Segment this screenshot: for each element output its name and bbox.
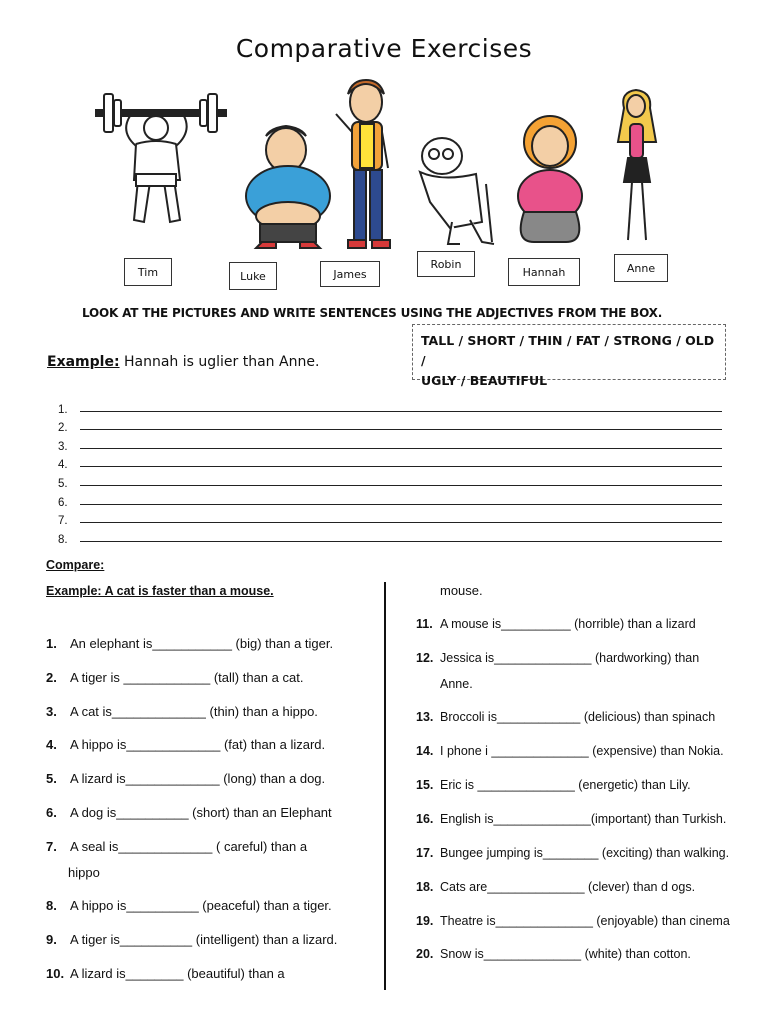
item-number: 19. — [416, 914, 434, 928]
blank[interactable] — [80, 448, 722, 449]
strongman-figure — [96, 94, 226, 222]
exercise-item — [416, 846, 729, 860]
adjective-box — [412, 324, 726, 388]
item-number: 17. — [416, 846, 434, 860]
exercise-item — [416, 812, 726, 826]
blank[interactable] — [80, 466, 722, 467]
compare-example: Example: A cat is faster than a mouse. — [46, 584, 274, 598]
name-tag-robin: Robin — [417, 251, 475, 277]
name-tag-anne: Anne — [614, 254, 668, 282]
exercise-item — [46, 670, 303, 685]
item-text[interactable]: A hippo is__________ (peaceful) than a tiger. — [70, 898, 332, 913]
item-number: 11. — [416, 617, 433, 631]
adjectives-line-1: TALL / SHORT / THIN / FAT / STRONG / OLD / — [421, 333, 715, 368]
exercise-item — [416, 947, 691, 961]
line-number: 4. — [58, 459, 68, 472]
old-man-figure — [420, 138, 494, 244]
item-number: 10. — [46, 966, 65, 981]
column-divider — [384, 582, 386, 990]
exercise-item — [46, 966, 285, 981]
item-number: 14. — [416, 744, 434, 758]
line-number: 7. — [58, 515, 68, 528]
item-number: 9. — [46, 932, 57, 947]
item-text[interactable]: A tiger is__________ (intelligent) than a lizard. — [70, 932, 338, 947]
instruction-text: LOOK AT THE PICTURES AND WRITE SENTENCES USING THE ADJECTIVES FROM THE BOX. — [82, 306, 663, 320]
answer-line[interactable] — [58, 416, 722, 435]
adjectives-line-2: UGLY / BEAUTIFUL — [421, 373, 548, 388]
answer-line[interactable] — [58, 509, 722, 528]
answer-line[interactable] — [58, 471, 722, 490]
slim-woman-figure — [618, 90, 656, 240]
blank[interactable] — [80, 522, 722, 523]
item-text[interactable]: English is______________(important) than Turkish. — [440, 812, 727, 826]
item-text[interactable]: A tiger is ____________ (tall) than a cat. — [70, 670, 304, 685]
exercise-item — [416, 744, 724, 758]
exercise-item — [46, 704, 318, 719]
item-continuation: Anne. — [440, 677, 473, 691]
exercise-item — [46, 771, 325, 786]
blank[interactable] — [80, 504, 722, 505]
exercise-item — [416, 778, 691, 792]
line-number: 6. — [58, 496, 68, 509]
blank[interactable] — [80, 411, 722, 412]
example-label: Example: — [47, 354, 120, 370]
exercise-item — [46, 932, 337, 947]
item-text[interactable]: A seal is_____________ ( careful) than a — [70, 839, 308, 854]
item-text[interactable]: Broccoli is____________ (delicious) than spinach — [440, 710, 716, 724]
item-text[interactable]: Theatre is______________ (enjoyable) than cinema — [440, 914, 730, 928]
exercise-item — [416, 651, 699, 665]
exercise-item — [416, 914, 730, 928]
answer-line[interactable] — [58, 434, 722, 453]
item-number: 13. — [416, 710, 434, 724]
item-text[interactable]: I phone i ______________ (expensive) than Nokia. — [440, 744, 724, 758]
example-text: Hannah is uglier than Anne. — [119, 354, 320, 370]
item-number: 2. — [46, 670, 57, 685]
exercise-item — [46, 737, 325, 752]
line-number: 3. — [58, 440, 68, 453]
exercise-item — [46, 839, 307, 854]
page-title: Comparative Exercises — [235, 34, 533, 63]
exercise-item — [46, 636, 333, 651]
blank[interactable] — [80, 541, 722, 542]
tall-boy-figure — [336, 80, 390, 248]
fat-boy-figure — [246, 126, 330, 248]
answer-lines — [58, 397, 722, 546]
item-text[interactable]: Cats are______________ (clever) than d ogs. — [440, 880, 696, 894]
item-number: 3. — [46, 704, 57, 719]
item-number: 5. — [46, 771, 57, 786]
item-number: 7. — [46, 839, 57, 854]
item-number: 1. — [46, 636, 57, 651]
item-text[interactable]: A dog is__________ (short) than an Elephant — [70, 805, 332, 820]
item-text[interactable]: Jessica is______________ (hardworking) than — [440, 651, 700, 665]
item-number: 16. — [416, 812, 434, 826]
line-number: 1. — [58, 403, 68, 416]
line-number: 8. — [58, 533, 68, 546]
exercise-item — [416, 617, 696, 631]
name-tag-hannah: Hannah — [508, 258, 580, 286]
line-number: 2. — [58, 422, 68, 435]
item-continuation: mouse. — [440, 583, 483, 598]
exercise-item — [416, 880, 695, 894]
item-text[interactable]: A lizard is________ (beautiful) than a — [70, 966, 285, 981]
blank[interactable] — [80, 429, 722, 430]
item-text[interactable]: An elephant is___________ (big) than a tiger. — [70, 636, 334, 651]
item-number: 15. — [416, 778, 434, 792]
item-number: 8. — [46, 898, 57, 913]
example-sentence — [47, 354, 319, 370]
line-number: 5. — [58, 477, 68, 490]
name-tag-tim: Tim — [124, 258, 172, 286]
item-text[interactable]: Eric is ______________ (energetic) than Lily. — [440, 778, 691, 792]
name-tag-james: James — [320, 261, 380, 287]
answer-line[interactable] — [58, 527, 722, 546]
item-number: 6. — [46, 805, 57, 820]
item-text[interactable]: A cat is_____________ (thin) than a hippo. — [70, 704, 318, 719]
name-tag-luke: Luke — [229, 262, 277, 290]
item-continuation: hippo — [68, 865, 100, 880]
item-text[interactable]: A hippo is_____________ (fat) than a lizard. — [70, 737, 326, 752]
item-number: 12. — [416, 651, 434, 665]
blank[interactable] — [80, 485, 722, 486]
chubby-girl-figure — [518, 116, 582, 242]
exercise-item — [46, 805, 332, 820]
item-text[interactable]: Bungee jumping is________ (exciting) than walking. — [440, 846, 730, 860]
item-text[interactable]: A mouse is__________ (horrible) than a lizard — [440, 617, 696, 631]
characters-illustration — [90, 72, 680, 258]
item-number: 20. — [416, 947, 434, 961]
item-text[interactable]: A lizard is_____________ (long) than a dog. — [70, 771, 326, 786]
item-number: 18. — [416, 880, 434, 894]
answer-line[interactable] — [58, 490, 722, 509]
exercise-item — [46, 898, 332, 913]
compare-heading: Compare: — [46, 558, 105, 572]
answer-line[interactable] — [58, 453, 722, 472]
exercise-item — [416, 710, 715, 724]
answer-line[interactable] — [58, 397, 722, 416]
item-text[interactable]: Snow is______________ (white) than cotton. — [440, 947, 691, 961]
item-number: 4. — [46, 737, 57, 752]
